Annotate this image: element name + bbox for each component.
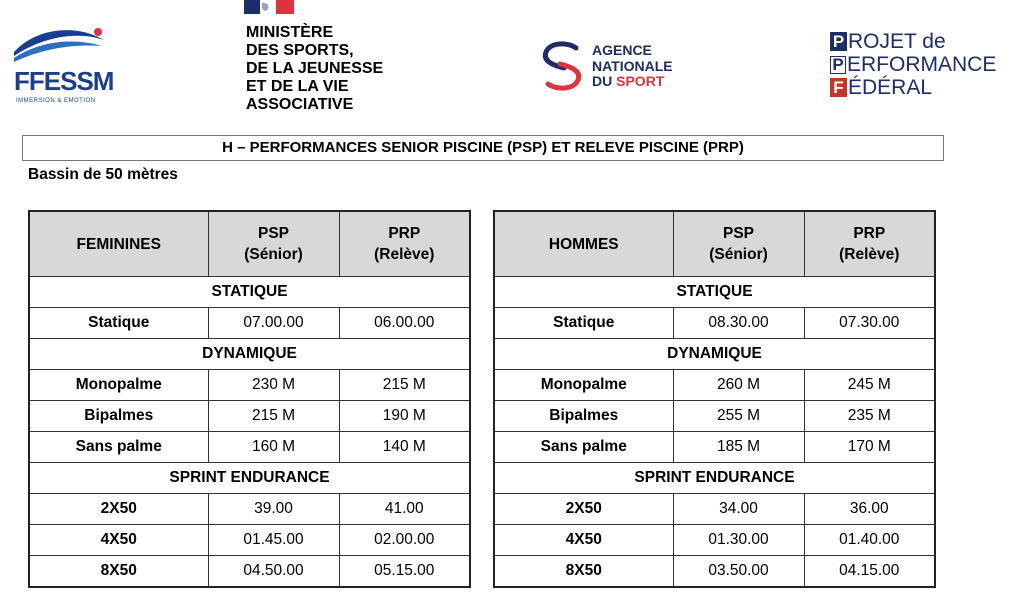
table-header-row [494, 211, 935, 277]
row-label: 8X50 [29, 556, 208, 588]
row-label: 2X50 [29, 494, 208, 525]
prp-value: 170 M [804, 432, 935, 463]
row-label: 4X50 [29, 525, 208, 556]
prp-value: 01.40.00 [804, 525, 935, 556]
ans-s-icon [538, 40, 586, 92]
prp-value: 41.00 [339, 494, 470, 525]
ans-name [592, 43, 673, 90]
prp-value: 06.00.00 [339, 308, 470, 339]
table-row [494, 494, 935, 525]
row-label: Monopalme [29, 370, 208, 401]
ppf-row-3 [830, 76, 1010, 99]
prp-header-line-2: (Relève) [839, 246, 900, 263]
page-heading: H – PERFORMANCES SENIOR PISCINE (PSP) ET RELEVE PISCINE (PRP) [22, 135, 944, 161]
psp-header-line-2: (Sénior) [244, 246, 303, 263]
ans-line-3b: SPORT [616, 73, 665, 89]
prp-value: 04.15.00 [804, 556, 935, 588]
table-row [29, 401, 470, 432]
ans-line-1: AGENCE [592, 42, 652, 58]
ans-line-3 [592, 74, 673, 90]
pool-length: Bassin de 50 mètres [28, 166, 178, 183]
table-row [494, 556, 935, 588]
ppf-text-1: ROJET de [848, 30, 946, 53]
ministere-line-2: DES SPORTS, [246, 42, 354, 59]
row-label: Sans palme [494, 432, 673, 463]
ministere-logo [244, 0, 414, 125]
psp-header [208, 211, 339, 277]
prp-header [804, 211, 935, 277]
section-sprint: SPRINT ENDURANCE [29, 463, 470, 494]
row-label: Statique [494, 308, 673, 339]
feminines-table [28, 210, 471, 588]
psp-value: 215 M [208, 401, 339, 432]
ans-line-2: NATIONALE [592, 57, 673, 74]
psp-value: 07.00.00 [208, 308, 339, 339]
table-row [29, 308, 470, 339]
table-row [494, 432, 935, 463]
category-header: FEMININES [29, 211, 208, 277]
ppf-letter-2: P [830, 56, 846, 74]
row-label: Statique [29, 308, 208, 339]
section-statique: STATIQUE [494, 277, 935, 308]
row-label: Bipalmes [494, 401, 673, 432]
prp-header-line-1: PRP [853, 225, 886, 242]
ans-line-3a: DU [592, 73, 613, 89]
psp-value: 04.50.00 [208, 556, 339, 588]
psp-value: 03.50.00 [673, 556, 804, 588]
table-row [494, 525, 935, 556]
ministere-line-1: MINISTÈRE [246, 24, 334, 41]
prp-value: 36.00 [804, 494, 935, 525]
ans-logo [538, 40, 708, 100]
psp-value: 260 M [673, 370, 804, 401]
prp-value: 02.00.00 [339, 525, 470, 556]
psp-value: 34.00 [673, 494, 804, 525]
table-row [29, 432, 470, 463]
table-row [29, 556, 470, 588]
prp-value: 140 M [339, 432, 470, 463]
ppf-row-1 [830, 30, 1010, 53]
ffessm-tagline: IMMERSION & EMOTION [16, 98, 96, 104]
psp-value: 01.30.00 [673, 525, 804, 556]
ministere-line-4: ET DE LA VIE [246, 78, 349, 95]
table-row [494, 308, 935, 339]
ppf-letter-3: F [830, 78, 847, 97]
row-label: Sans palme [29, 432, 208, 463]
ppf-row-2 [830, 53, 1010, 76]
hommes-table [493, 210, 936, 588]
psp-header [673, 211, 804, 277]
ppf-letter-1: P [830, 32, 847, 51]
psp-header-line-1: PSP [257, 225, 289, 242]
section-dynamique: DYNAMIQUE [29, 339, 470, 370]
section-sprint: SPRINT ENDURANCE [494, 463, 935, 494]
psp-value: 160 M [208, 432, 339, 463]
ministere-line-5: ASSOCIATIVE [246, 96, 354, 113]
table-row [29, 494, 470, 525]
wave-icon [12, 22, 112, 66]
row-label: 2X50 [494, 494, 673, 525]
prp-header [339, 211, 470, 277]
row-label: 4X50 [494, 525, 673, 556]
ppf-text-3: ÉDÉRAL [848, 76, 933, 99]
table-row [494, 370, 935, 401]
psp-value: 255 M [673, 401, 804, 432]
ppf-text-2: ERFORMANCE [847, 53, 997, 76]
marianne-flag-icon [244, 0, 294, 14]
table-row [494, 401, 935, 432]
psp-value: 39.00 [208, 494, 339, 525]
prp-value: 245 M [804, 370, 935, 401]
table-row [29, 370, 470, 401]
ffessm-logo [12, 22, 112, 112]
prp-value: 215 M [339, 370, 470, 401]
psp-value: 230 M [208, 370, 339, 401]
psp-header-line-1: PSP [722, 225, 754, 242]
ppf-logo [830, 30, 1010, 110]
category-header: HOMMES [494, 211, 673, 277]
psp-header-line-2: (Sénior) [709, 246, 768, 263]
prp-value: 235 M [804, 401, 935, 432]
row-label: 8X50 [494, 556, 673, 588]
prp-header-line-2: (Relève) [374, 246, 435, 263]
row-label: Bipalmes [29, 401, 208, 432]
prp-value: 07.30.00 [804, 308, 935, 339]
table-row [29, 525, 470, 556]
psp-value: 185 M [673, 432, 804, 463]
table-header-row [29, 211, 470, 277]
section-statique: STATIQUE [29, 277, 470, 308]
psp-value: 01.45.00 [208, 525, 339, 556]
ffessm-name: FFESSM [14, 66, 114, 96]
psp-value: 08.30.00 [673, 308, 804, 339]
prp-value: 190 M [339, 401, 470, 432]
ministere-name [246, 24, 383, 114]
ministere-line-3: DE LA JEUNESSE [246, 60, 384, 77]
prp-header-line-1: PRP [388, 225, 421, 242]
row-label: Monopalme [494, 370, 673, 401]
prp-value: 05.15.00 [339, 556, 470, 588]
section-dynamique: DYNAMIQUE [494, 339, 935, 370]
